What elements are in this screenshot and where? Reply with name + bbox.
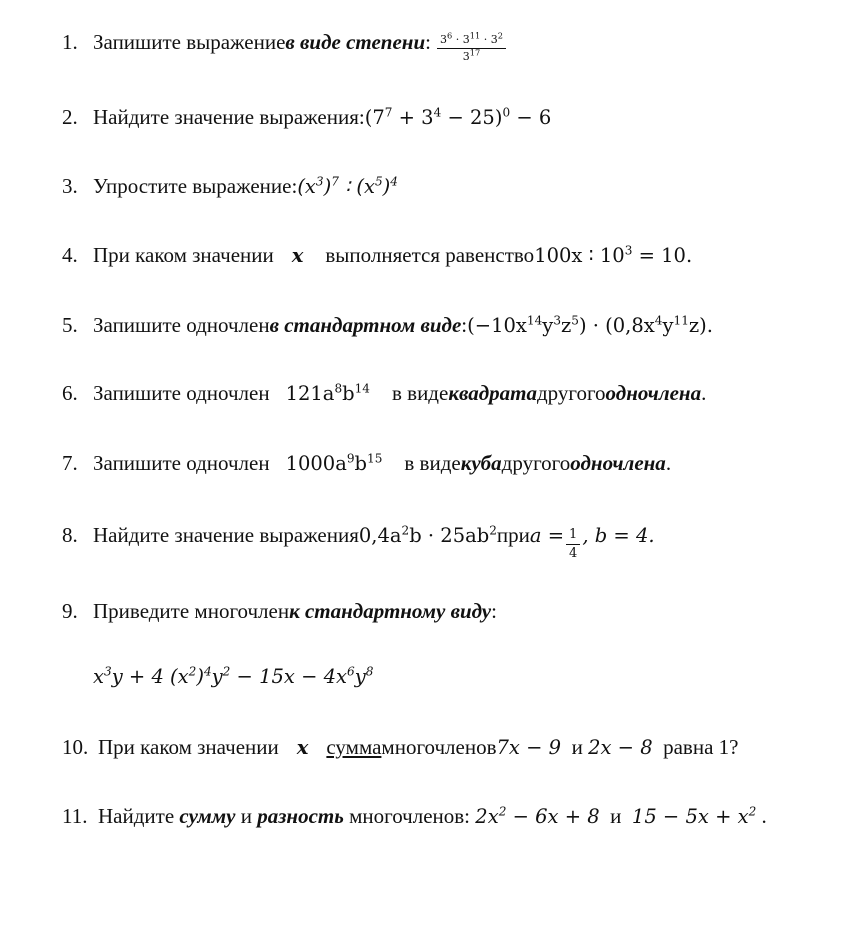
task-emphasis: в виде степени bbox=[285, 30, 426, 54]
task-expression: $x^3y + 4$ $(x^2)^4y^2 - 15x - 4x^6y^8$ bbox=[93, 664, 374, 688]
fraction-denominator: $3^{17}$ bbox=[462, 47, 481, 63]
task-text: Приведите многочлен bbox=[93, 599, 290, 623]
task-2 bbox=[62, 107, 551, 128]
task-expression: $0,4a^2b \cdot 25ab^2$ bbox=[358, 523, 497, 547]
task-text: Запишите одночлен bbox=[93, 313, 270, 337]
task-number: 3. bbox=[62, 174, 78, 198]
task-emphasis-2: одночлена bbox=[570, 451, 666, 475]
task-number: 2. bbox=[62, 105, 78, 129]
task-text: При каком значении bbox=[93, 243, 274, 267]
task-expression: $121a^8b^{14}$ bbox=[285, 381, 370, 405]
task-text-4: равна 1? bbox=[652, 735, 739, 759]
task-tail: : bbox=[425, 30, 431, 54]
task-emphasis-2: разность bbox=[257, 804, 344, 828]
task-emphasis: квадрата bbox=[448, 381, 537, 405]
task-number: 1. bbox=[62, 30, 78, 54]
task-text-3: другого bbox=[501, 451, 571, 475]
task-emphasis: сумму bbox=[179, 804, 236, 828]
task-expression: 100x ∶ $10^3 = 10$. bbox=[534, 243, 693, 267]
task-text: Упростите выражение: bbox=[93, 174, 298, 198]
task-7 bbox=[62, 453, 671, 474]
task-text: Найдите bbox=[98, 804, 180, 828]
task-3 bbox=[62, 176, 398, 197]
task-10 bbox=[62, 737, 738, 758]
task-text-4: и bbox=[599, 804, 632, 828]
task-text-3: другого bbox=[536, 381, 606, 405]
task-1 bbox=[62, 32, 506, 68]
task-text-2: многочленов bbox=[381, 735, 497, 759]
task-expression: $(7^7 + 3^4 - 25)^0 - 6$ bbox=[364, 105, 552, 129]
task-text: Запишите одночлен bbox=[93, 381, 270, 405]
task-5 bbox=[62, 315, 713, 336]
task-6 bbox=[62, 383, 706, 404]
task-number: 10. bbox=[62, 735, 89, 759]
task-expression-2: a = bbox=[529, 524, 565, 547]
task-number: 7. bbox=[62, 451, 78, 475]
task-text-2: в виде bbox=[404, 451, 461, 475]
task-tail: : bbox=[461, 313, 468, 337]
fraction-denominator: 4 bbox=[569, 545, 578, 561]
task-expression-3: , b = 4. bbox=[582, 524, 655, 547]
task-8 bbox=[62, 525, 655, 564]
fraction-numerator: 1 bbox=[566, 528, 580, 545]
task-text-3: многочленов: bbox=[343, 804, 476, 828]
task-text-2: при bbox=[496, 523, 530, 547]
variable-x: x bbox=[291, 244, 304, 267]
task-expression-2: 2x − 8 bbox=[588, 736, 653, 759]
task-text-2: в виде bbox=[391, 381, 449, 405]
task-number: 5. bbox=[62, 313, 78, 337]
variable-x: x bbox=[296, 736, 309, 759]
underlined-word: сумма bbox=[326, 735, 382, 759]
task-text-3: и bbox=[561, 735, 589, 759]
task-text: Найдите значение выражения: bbox=[93, 105, 365, 129]
task-expression: $1000a^9b^{15}$ bbox=[285, 451, 383, 475]
task-emphasis: куба bbox=[460, 451, 502, 475]
task-expression: $2x^2 - 6x + 8$ bbox=[475, 804, 600, 828]
task-expression: $(-10x^{14}y^3z^5) \cdot (0,8x^4y^{11}z)$. bbox=[467, 313, 713, 337]
task-9-polynomial bbox=[93, 664, 374, 688]
task-emphasis: к стандартному виду bbox=[289, 599, 492, 623]
task-emphasis: в стандартном виде bbox=[269, 313, 462, 337]
task-tail: . bbox=[756, 804, 767, 828]
task-9 bbox=[62, 601, 497, 622]
task-number: 11. bbox=[62, 804, 88, 828]
task-expression: 7x − 9 bbox=[496, 736, 562, 759]
task-tail: : bbox=[491, 599, 497, 623]
task-text-2: и bbox=[235, 804, 258, 828]
task-4 bbox=[62, 245, 692, 266]
task-text: При каком значении bbox=[98, 735, 279, 759]
task-text: Запишите выражение bbox=[93, 30, 286, 54]
task-expression-2: $15 - 5x + x^2$ bbox=[631, 804, 757, 828]
fraction-numerator: $3^6 \cdot 3^{11} \cdot 3^2$ bbox=[437, 34, 506, 49]
task-number: 6. bbox=[62, 381, 78, 405]
task-text: Найдите значение выражения bbox=[93, 523, 359, 547]
task-tail: . bbox=[701, 381, 707, 405]
task-number: 9. bbox=[62, 599, 78, 623]
task-number: 4. bbox=[62, 243, 78, 267]
task-11 bbox=[62, 806, 767, 827]
task-tail: . bbox=[665, 451, 672, 475]
task-emphasis-2: одночлена bbox=[605, 381, 702, 405]
task-number: 8. bbox=[62, 523, 78, 547]
task-expression: $(x^3)^7$ ∶ $(x^5)^4$ bbox=[297, 174, 398, 198]
task-text: Запишите одночлен bbox=[93, 451, 270, 475]
fraction-one-quarter bbox=[566, 528, 580, 560]
task-text-2: выполняется равенство bbox=[325, 243, 535, 267]
power-fraction bbox=[437, 30, 506, 63]
